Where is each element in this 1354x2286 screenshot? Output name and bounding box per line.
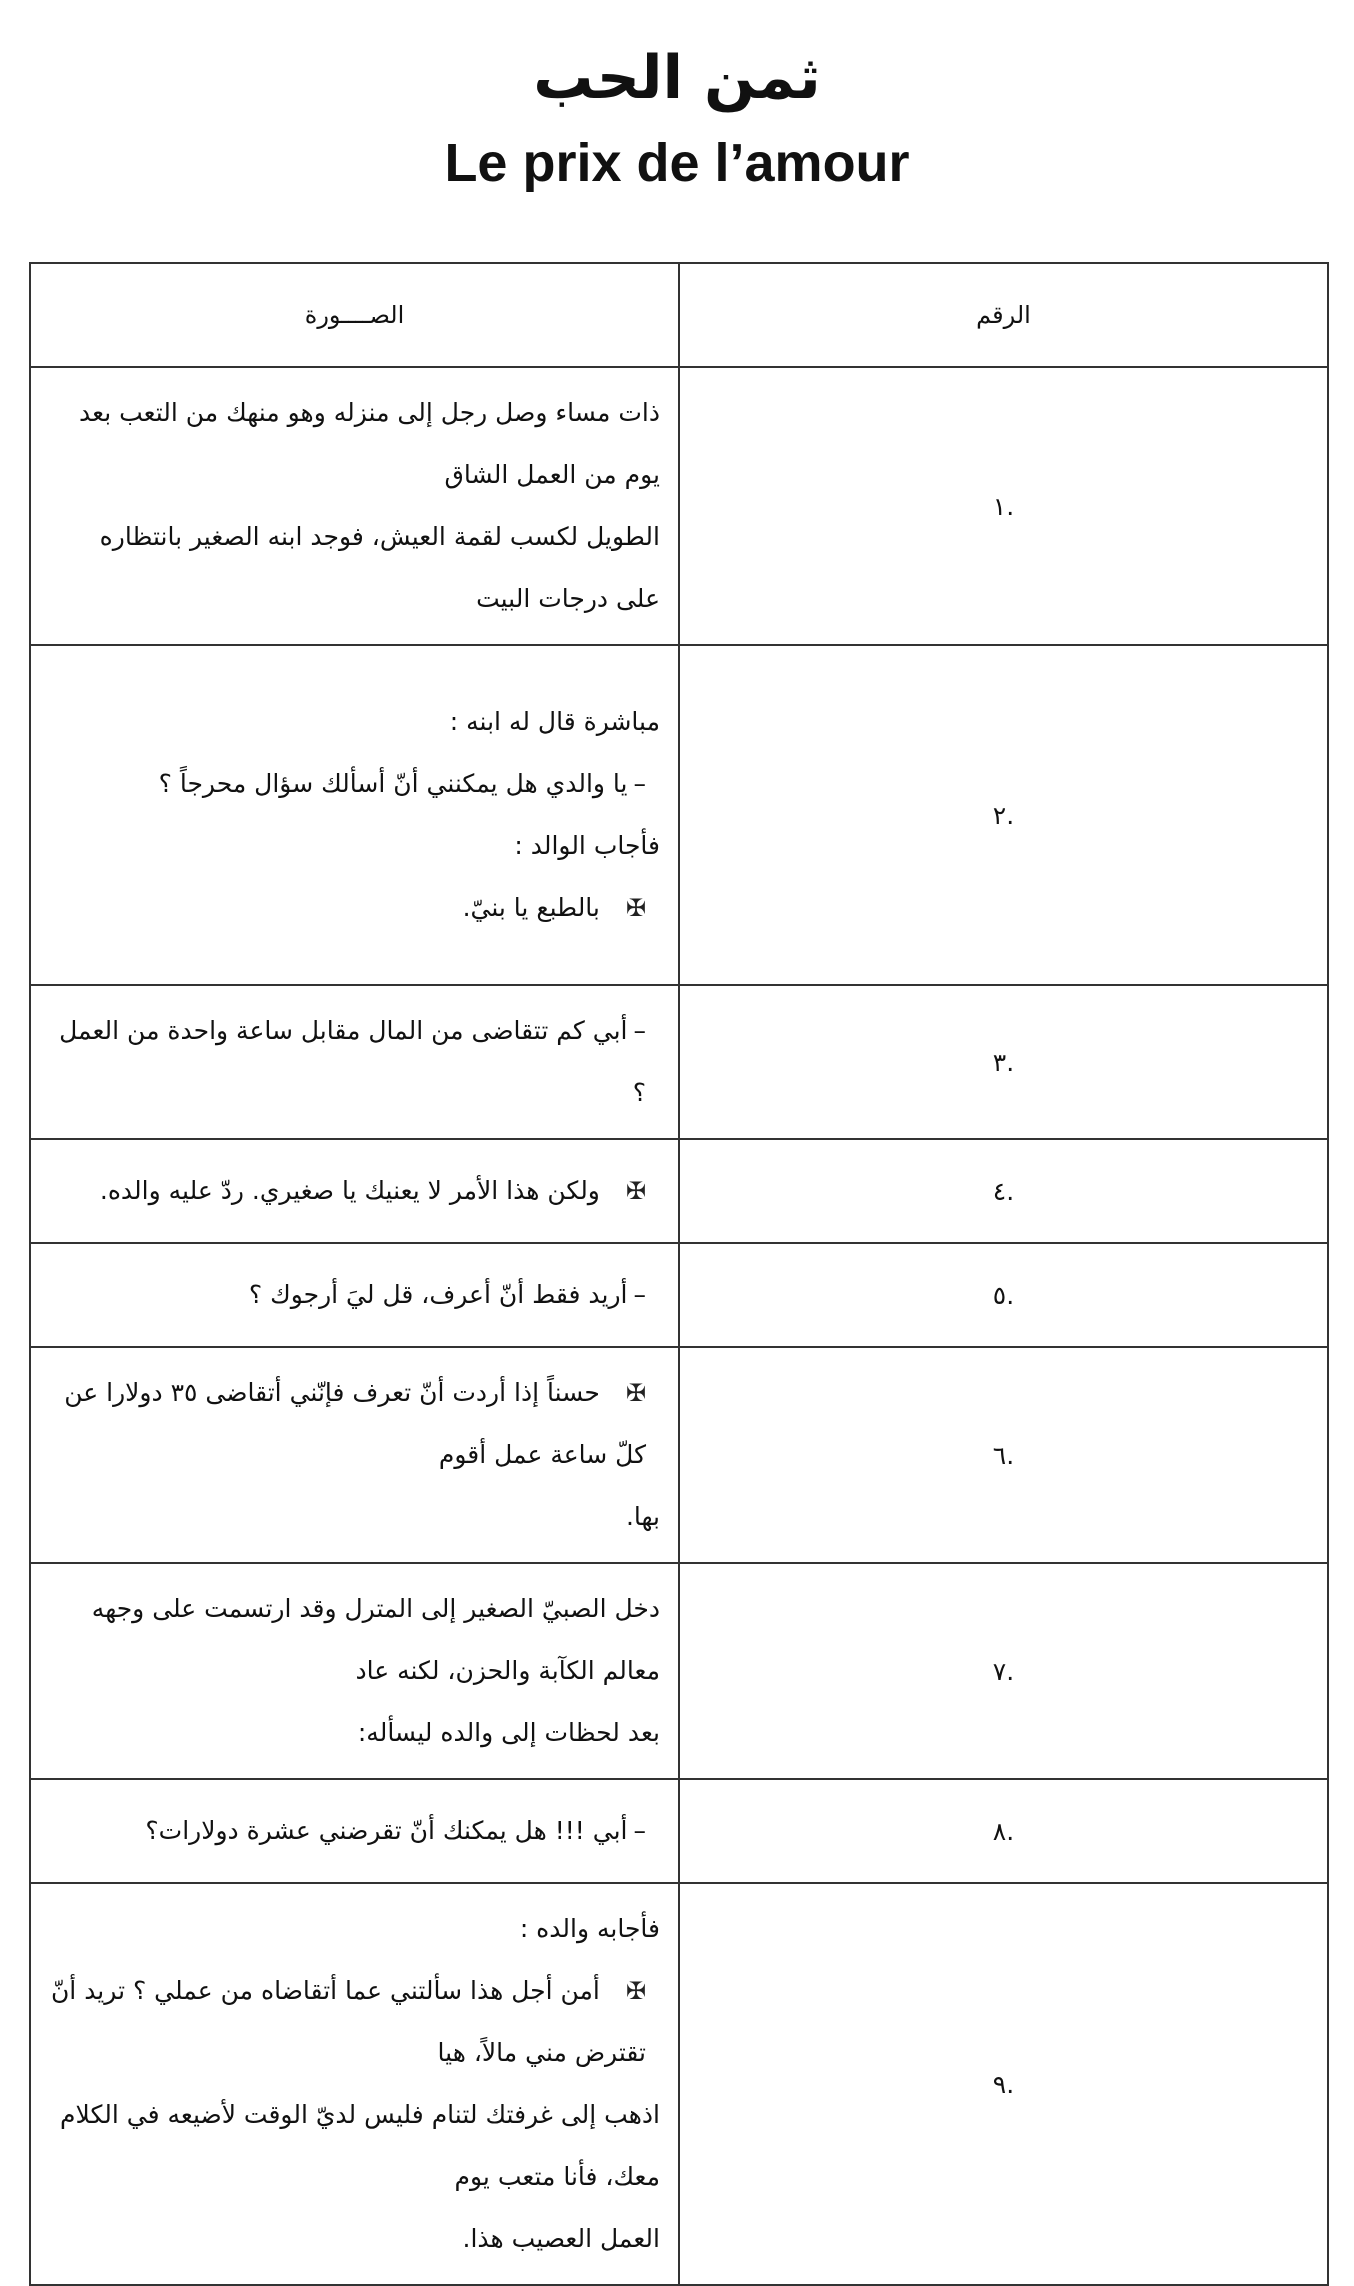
line-text: حسناً إذا أردت أنّ تعرف فإنّني أتقاضى ٣٥ دولارا عن كلّ ساعة عمل أقوم <box>64 1378 646 1469</box>
row-number: .٦ <box>679 1347 1328 1563</box>
header-picture: الصــــورة <box>30 263 679 367</box>
row-text <box>30 985 679 1139</box>
table-row <box>30 1779 1328 1883</box>
story-table <box>29 262 1329 2286</box>
row-number: .٤ <box>679 1139 1328 1243</box>
text-line <box>49 1578 660 1702</box>
line-text: أريد فقط أنّ أعرف، قل ليَ أرجوك ؟ <box>248 1280 628 1309</box>
text-line <box>49 1264 660 1326</box>
line-text: ذات مساء وصل رجل إلى منزله وهو منهك من التعب بعد يوم من العمل الشاق <box>79 398 660 489</box>
title-arabic: ثمن الحب <box>533 43 821 113</box>
row-number: .٨ <box>679 1779 1328 1883</box>
line-text: دخل الصبيّ الصغير إلى المترل وقد ارتسمت على وجهه معالم الكآبة والحزن، لكنه عاد <box>91 1594 660 1685</box>
row-number: .٢ <box>679 645 1328 985</box>
table-row <box>30 1347 1328 1563</box>
row-text <box>30 645 679 985</box>
line-text: اذهب إلى غرفتك لتنام فليس لديّ الوقت لأضيعه في الكلام معك، فأنا متعب يوم <box>60 2100 660 2191</box>
line-text: مباشرة قال له ابنه : <box>449 707 660 736</box>
dialogue-dash: – <box>633 1280 646 1309</box>
table-row <box>30 1243 1328 1347</box>
row-number: .٩ <box>679 1883 1328 2285</box>
text-line <box>49 691 660 753</box>
text-line <box>49 1960 660 2084</box>
maltese-cross-icon: ✠ <box>625 1177 646 1205</box>
row-number: .٣ <box>679 985 1328 1139</box>
line-text: فأجابه والده : <box>519 1914 660 1943</box>
text-line <box>49 877 660 939</box>
text-line <box>49 1000 660 1124</box>
table-row <box>30 1563 1328 1779</box>
dialogue-dash: – <box>633 769 646 798</box>
maltese-cross-icon: ✠ <box>625 1977 646 2005</box>
text-line <box>49 1486 660 1548</box>
text-line <box>49 2084 660 2208</box>
line-text: أمن أجل هذا سألتني عما أتقاضاه من عملي ؟ تريد أنّ تقترض مني مالاً، هيا <box>50 1976 646 2067</box>
line-text: العمل العصيب هذا. <box>462 2224 660 2253</box>
table-row <box>30 1883 1328 2285</box>
table-row <box>30 645 1328 985</box>
text-line <box>49 815 660 877</box>
text-line <box>49 2208 660 2270</box>
header-number: الرقم <box>679 263 1328 367</box>
row-number: .٥ <box>679 1243 1328 1347</box>
row-number: .٧ <box>679 1563 1328 1779</box>
row-text <box>30 1139 679 1243</box>
table-row <box>30 985 1328 1139</box>
row-number: .١ <box>679 367 1328 645</box>
text-line <box>49 1898 660 1960</box>
text-line <box>49 382 660 506</box>
line-text: فأجاب الوالد : <box>514 831 660 860</box>
text-line <box>49 1362 660 1486</box>
row-text <box>30 1883 679 2285</box>
dialogue-dash: – <box>633 1816 646 1845</box>
line-text: ولكن هذا الأمر لا يعنيك يا صغيري. ردّ عليه والده. <box>99 1176 600 1205</box>
line-text: الطويل لكسب لقمة العيش، فوجد ابنه الصغير بانتظاره على درجات البيت <box>99 522 660 613</box>
line-text: يا والدي هل يمكنني أنّ أسألك سؤال محرجاً ؟ <box>158 769 628 798</box>
dialogue-dash: – <box>633 1016 646 1045</box>
text-line <box>49 506 660 630</box>
table-header-row <box>30 263 1328 367</box>
row-text <box>30 367 679 645</box>
table-row <box>30 1139 1328 1243</box>
line-text: أبي !!! هل يمكنك أنّ تقرضني عشرة دولارات؟ <box>145 1816 628 1845</box>
row-text <box>30 1243 679 1347</box>
line-text: بها. <box>625 1502 660 1531</box>
maltese-cross-icon: ✠ <box>625 1379 646 1407</box>
table-body <box>30 367 1328 2285</box>
maltese-cross-icon: ✠ <box>625 894 646 922</box>
line-text: أبي كم تتقاضى من المال مقابل ساعة واحدة من العمل ؟ <box>59 1016 646 1107</box>
text-line <box>49 1702 660 1764</box>
text-line <box>49 753 660 815</box>
title-french: Le prix de l’amour <box>444 133 910 193</box>
text-line <box>49 1160 660 1222</box>
row-text <box>30 1563 679 1779</box>
table-row <box>30 367 1328 645</box>
row-text <box>30 1779 679 1883</box>
row-text <box>30 1347 679 1563</box>
text-line <box>49 1800 660 1862</box>
line-text: بعد لحظات إلى والده ليسأله: <box>357 1718 660 1747</box>
line-text: بالطبع يا بنيّ. <box>462 893 600 922</box>
